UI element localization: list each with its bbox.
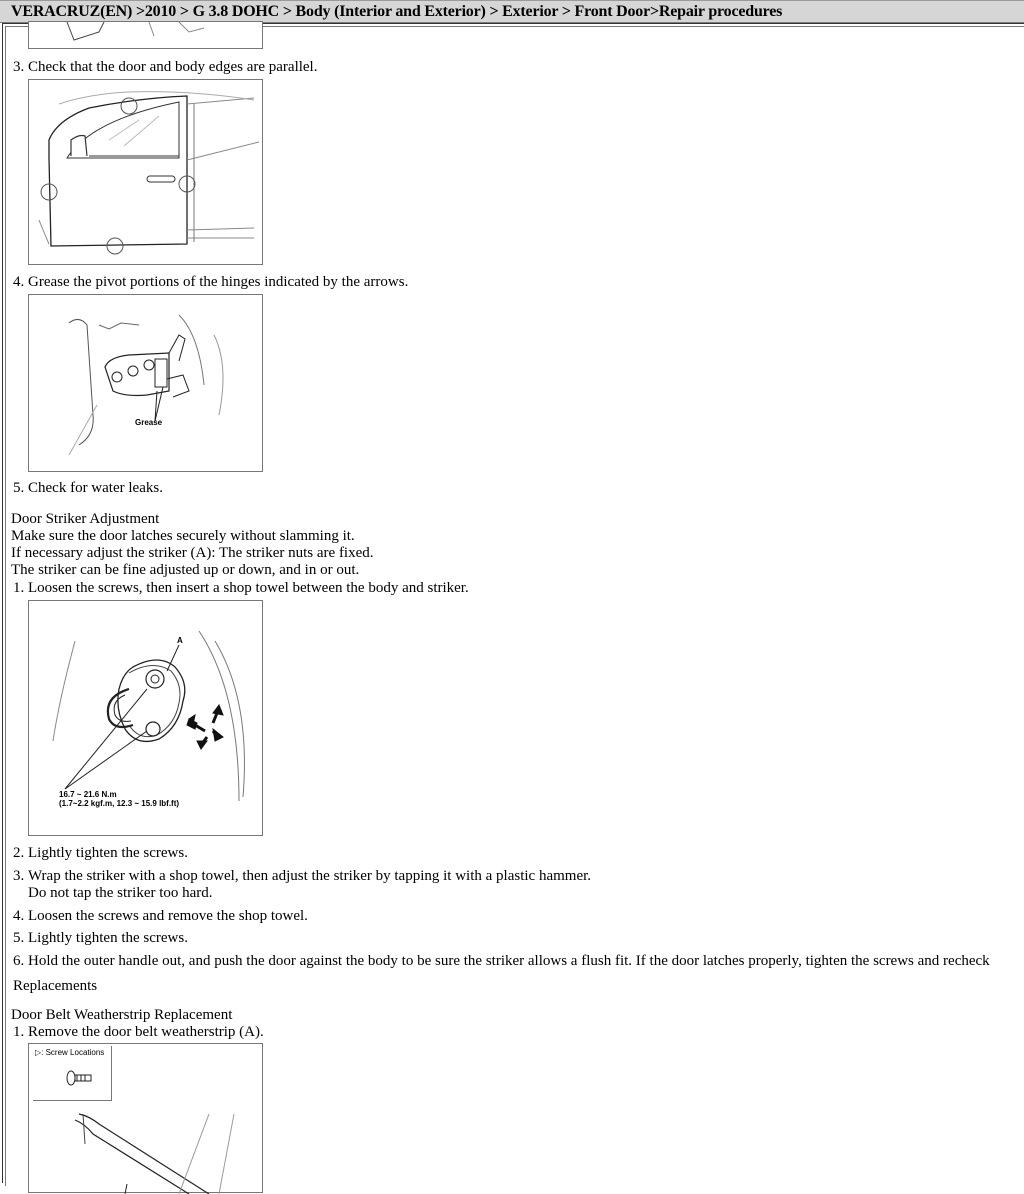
- torque-label-line1: 16.7 ~ 21.6 N.m: [59, 790, 117, 799]
- step-text: Check that the door and body edges are parallel.: [28, 59, 318, 75]
- step-number: 2.: [13, 845, 25, 861]
- step-text: Loosen the screws, then insert a shop towel between the body and striker.: [28, 580, 469, 596]
- striker-intro-line: Make sure the door latches securely without slamming it.: [11, 528, 355, 544]
- breadcrumb-title: VERACRUZ(EN) >2010 > G 3.8 DOHC > Body (Interior and Exterior) > Exterior > Front Door>Repair procedures: [11, 3, 783, 20]
- screw-locations-label: ▷: Screw Locations: [35, 1048, 105, 1057]
- step-note: Do not tap the striker too hard.: [28, 885, 213, 901]
- grease-label: Grease: [135, 418, 163, 427]
- document-frame: [2, 23, 1024, 1183]
- step-number: 1.: [13, 1024, 25, 1040]
- striker-drawing: [29, 601, 264, 837]
- previous-figure-drawing: [29, 22, 264, 50]
- step-text: Remove the door belt weatherstrip (A).: [28, 1024, 264, 1040]
- title-bar: [0, 0, 1024, 23]
- sub-heading-weatherstrip: Door Belt Weatherstrip Replacement: [11, 1007, 233, 1023]
- adjust-arrows-icon: [187, 705, 223, 749]
- document-body[interactable]: [5, 26, 1024, 1186]
- step-number: 3.: [13, 59, 25, 75]
- step-number: 4.: [13, 908, 25, 924]
- step-text: Wrap the striker with a shop towel, then adjust the striker by tapping it with a plastic hammer.: [28, 868, 592, 884]
- step-number: 5.: [13, 480, 25, 496]
- step-text: Hold the outer handle out, and push the door against the body to be sure the striker allows a flush fit. If the door latches properly, tighten the screws and recheck: [28, 953, 990, 969]
- step-text: Grease the pivot portions of the hinges indicated by the arrows.: [28, 274, 409, 290]
- step-number: 4.: [13, 274, 25, 290]
- step-number: 5.: [13, 930, 25, 946]
- step-text: Loosen the screws and remove the shop towel.: [28, 908, 308, 924]
- striker-label-a: A: [177, 636, 183, 645]
- step-text: Check for water leaks.: [28, 480, 163, 496]
- section-heading-replacements: Replacements: [13, 978, 98, 994]
- striker-intro-line: If necessary adjust the striker (A): The striker nuts are fixed.: [11, 545, 374, 561]
- figure-weatherstrip: [28, 1043, 263, 1193]
- striker-intro-line: The striker can be fine adjusted up or down, and in or out.: [11, 562, 360, 578]
- door-alignment-drawing: [29, 80, 264, 266]
- step-text: Lightly tighten the screws.: [28, 930, 188, 946]
- hinge-drawing: [29, 295, 264, 473]
- step-number: 1.: [13, 580, 25, 596]
- step-text: Lightly tighten the screws.: [28, 845, 188, 861]
- figure-previous-cutoff: [28, 21, 263, 49]
- figure-striker: [28, 600, 263, 836]
- figure-hinge-grease: [28, 294, 263, 472]
- section-heading-striker: Door Striker Adjustment: [11, 511, 160, 527]
- figure-door-alignment: [28, 79, 263, 265]
- step-number: 3.: [13, 868, 25, 884]
- step-number: 6.: [13, 953, 25, 969]
- torque-label-line2: (1.7~2.2 kgf.m, 12.3 ~ 15.9 lbf.ft): [59, 799, 180, 808]
